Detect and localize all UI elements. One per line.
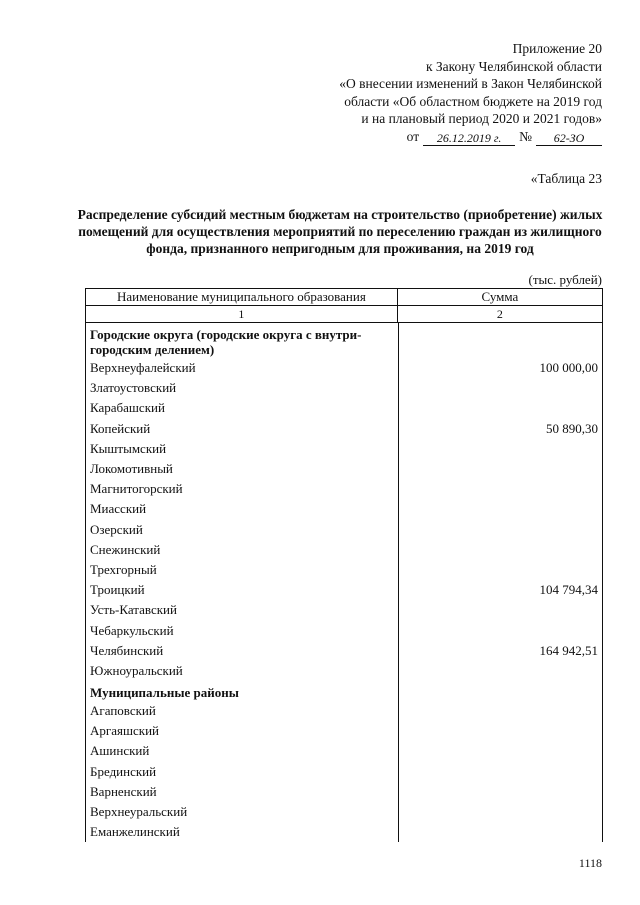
column-number: 1 <box>86 306 398 322</box>
municipality-name: Верхнеуральский <box>90 804 188 820</box>
table-row <box>86 560 602 580</box>
table-row <box>86 762 602 782</box>
municipality-name: Миасский <box>90 501 147 517</box>
table-row <box>86 741 602 761</box>
subsidy-amount: 50 890,30 <box>546 420 598 436</box>
table-header-row <box>85 288 603 305</box>
table-row <box>86 641 602 661</box>
subsidy-table <box>85 288 603 842</box>
law-number: 62-ЗО <box>536 131 602 146</box>
table-row <box>86 580 602 600</box>
table-row <box>86 661 602 681</box>
appendix-line: и на плановый период 2020 и 2021 годов» <box>361 111 602 127</box>
table-body <box>85 323 603 842</box>
municipality-name: Озерский <box>90 521 143 537</box>
table-row <box>86 479 602 499</box>
table-row <box>86 520 602 540</box>
group-heading-city-districts <box>86 323 602 358</box>
appendix-line: области «Об областном бюджете на 2019 год <box>344 93 602 109</box>
municipality-name: Троицкий <box>90 582 145 598</box>
municipality-name: Еманжелинский <box>90 824 180 840</box>
municipality-name: Агаповский <box>90 703 156 719</box>
subsidy-amount: 104 794,34 <box>539 582 598 598</box>
page-number: 1118 <box>578 856 602 870</box>
table-row <box>86 620 602 640</box>
municipality-name: Карабашский <box>90 400 165 416</box>
municipality-name: Кыштымский <box>90 440 167 456</box>
units-label: (тыс. рублей) <box>528 272 602 287</box>
law-date-line <box>242 128 602 146</box>
subsidy-amount: 100 000,00 <box>539 360 598 376</box>
appendix-line: «О внесении изменений в Закон Челябинской <box>339 76 602 92</box>
group-heading-municipal-districts <box>86 681 602 701</box>
date-prefix: от <box>406 128 420 144</box>
law-date: 26.12.2019 г. <box>423 131 515 146</box>
table-row <box>86 499 602 519</box>
municipality-name: Ашинский <box>90 743 150 759</box>
table-row <box>86 802 602 822</box>
appendix-header <box>242 40 602 146</box>
table-row <box>86 822 602 842</box>
municipal-district-rows <box>86 701 602 842</box>
municipality-name: Трехгорный <box>90 561 157 577</box>
table-row <box>86 378 602 398</box>
city-district-rows <box>86 358 602 681</box>
table-row <box>86 439 602 459</box>
municipality-name: Чебаркульский <box>90 622 174 638</box>
subsidy-amount: 164 942,51 <box>539 642 598 658</box>
municipality-name: Варненский <box>90 783 157 799</box>
column-number: 2 <box>496 307 503 321</box>
municipality-name: Южноуральский <box>90 662 183 678</box>
municipality-name: Локомотивный <box>90 461 173 477</box>
table-reference: «Таблица 23 <box>530 171 602 186</box>
group-label: Городские округа (городские округа с внутри-городским делением) <box>90 327 362 357</box>
municipality-name: Златоустовский <box>90 380 177 396</box>
header-municipality: Наименование муниципального образования <box>86 289 398 305</box>
group-label: Муниципальные районы <box>90 685 239 700</box>
table-row <box>86 701 602 721</box>
table-row <box>86 398 602 418</box>
appendix-line: Приложение 20 <box>512 41 602 56</box>
appendix-line: к Закону Челябинской области <box>425 58 602 74</box>
table-row <box>86 721 602 741</box>
municipality-name: Копейский <box>90 420 151 436</box>
municipality-name: Брединский <box>90 763 157 779</box>
table-row <box>86 459 602 479</box>
table-row <box>86 358 602 378</box>
municipality-name: Верхнеуфалейский <box>90 360 196 376</box>
municipality-name: Снежинский <box>90 541 161 557</box>
table-row <box>86 540 602 560</box>
document-title: Распределение субсидий местным бюджетам на строительство (приобретение) жилых помещений для осуществления мероприятий по переселению граждан из жилищного фонда, признанного непригодным для проживания, на 2019 год <box>77 207 603 256</box>
header-sum: Сумма <box>481 289 519 304</box>
table-row <box>86 419 602 439</box>
column-number-row <box>85 305 603 323</box>
municipality-name: Аргаяшский <box>90 723 159 739</box>
number-sign: № <box>519 128 532 144</box>
municipality-name: Магнитогорский <box>90 481 183 497</box>
municipality-name: Усть-Катавский <box>90 602 177 618</box>
municipality-name: Челябинский <box>90 642 164 658</box>
table-row <box>86 782 602 802</box>
table-row <box>86 600 602 620</box>
